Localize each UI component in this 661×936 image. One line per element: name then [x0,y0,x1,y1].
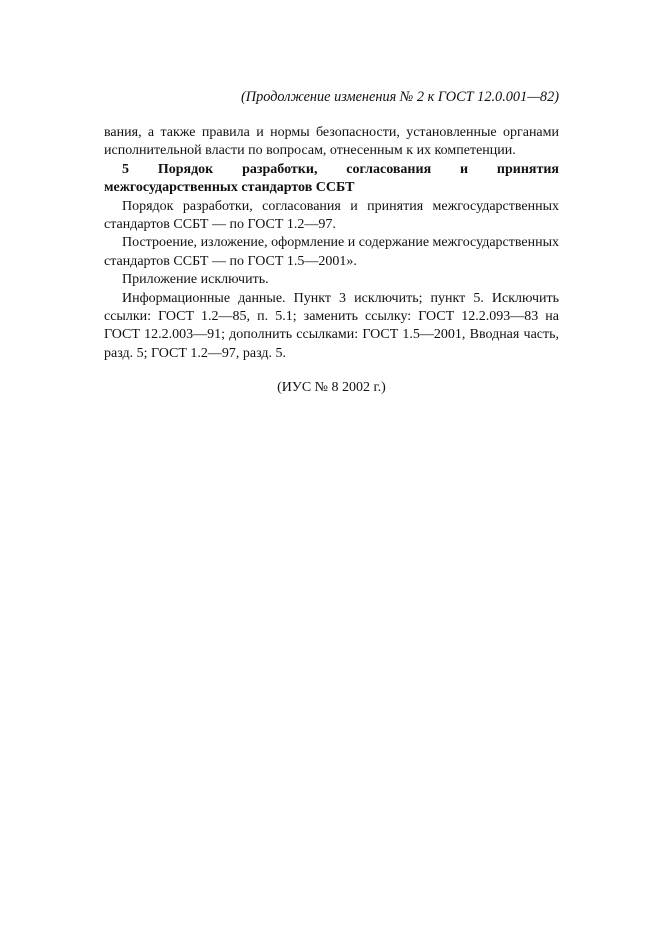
spacer [104,363,559,379]
paragraph-continued-text: вания, а также правила и нормы безопасности, установленные органами исполнительной власти по вопросам, отнесенным к их компетенции. [104,125,559,159]
paragraph-info-data: Информационные данные. Пункт 3 исключить; пункт 5. Исключить ссылки: ГОСТ 1.2—85, п. 5.1; заменить ссылку: ГОСТ 12.2.093—83 на ГОСТ 12.2.003—91; дополнить ссылками: ГОСТ 1.5—2001, Вводная часть, разд. 5; ГОСТ 1.2—97, разд. 5. [104,290,559,361]
paragraph-structure: Построение, изложение, оформление и содержание межгосударственных стандартов ССБТ — по ГОСТ 1.5—2001». [104,235,559,269]
ius-reference: (ИУС № 8 2002 г.) [277,380,386,396]
continuation-header: (Продолжение изменения № 2 к ГОСТ 12.0.001—82) [241,89,559,105]
document-body [104,124,559,398]
paragraph-development-order: Порядок разработки, согласования и принятия межгосударственных стандартов ССБТ — по ГОСТ 1.2—97. [104,198,559,233]
section-5-heading: 5 Порядок разработки, согласования и принятия межгосударственных стандартов ССБТ [104,161,559,196]
paragraph-appendix-removed: Приложение исключить. [122,272,269,288]
